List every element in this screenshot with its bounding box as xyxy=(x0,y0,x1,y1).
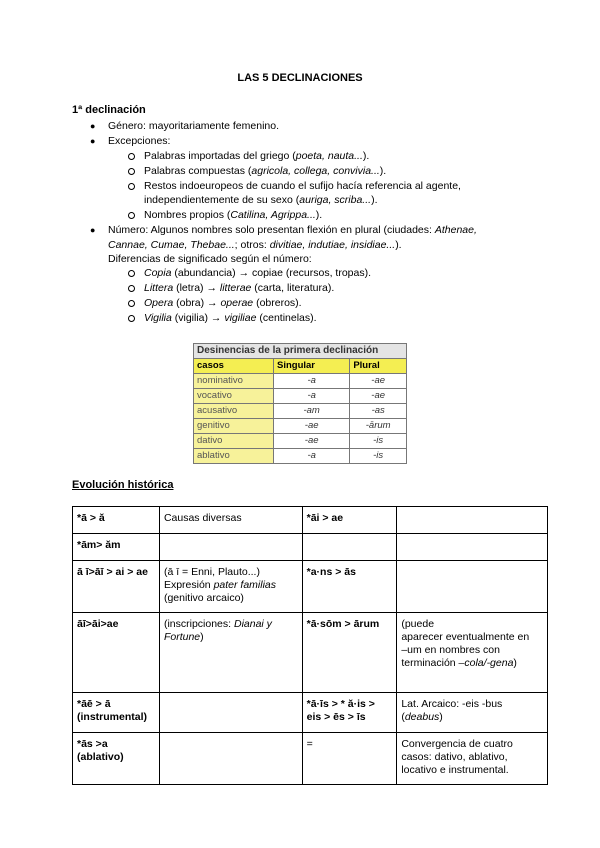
circle-bullet-icon xyxy=(128,168,135,175)
declension-table-caption: Desinencias de la primera declinación xyxy=(194,344,407,359)
cell xyxy=(302,534,397,561)
case-name: dativo xyxy=(194,434,274,449)
table-row xyxy=(73,507,548,534)
singular-ending: -a xyxy=(274,449,350,464)
cell: *ā·sōm > ārum xyxy=(302,613,397,693)
header-singular: Singular xyxy=(274,359,350,374)
plural-ending: -ārum xyxy=(350,419,407,434)
cell: Lat. Arcaico: -eis -bus (deabus) xyxy=(397,693,548,733)
numero-line: Número: Algunos nombres solo presentan flexión en plural (ciudades: Athenae, xyxy=(108,224,477,236)
cell: (puede aparecer eventualmente en –um en nombres con terminación –cola/-gena) xyxy=(397,613,548,693)
exception-item: Restos indoeuropeos de cuando el sufijo hacía referencia al agente, xyxy=(144,180,461,192)
table-row xyxy=(194,404,407,419)
cell: *ās >a (ablativo) xyxy=(73,733,160,785)
circle-bullet-icon xyxy=(128,153,135,160)
header-casos: casos xyxy=(194,359,274,374)
case-name: ablativo xyxy=(194,449,274,464)
cell xyxy=(159,534,302,561)
case-name: nominativo xyxy=(194,374,274,389)
table-row xyxy=(194,434,407,449)
plural-ending: -as xyxy=(350,404,407,419)
singular-ending: -a xyxy=(274,389,350,404)
cell: = xyxy=(302,733,397,785)
cell xyxy=(159,693,302,733)
cell xyxy=(159,733,302,785)
difference-item: Opera (obra) → operae (obreros). xyxy=(144,297,302,309)
evolution-table xyxy=(72,506,548,785)
table-row xyxy=(194,374,407,389)
cell: (ā ī = Enni, Plauto...) Expresión pater familias (genitivo arcaico) xyxy=(159,561,302,613)
table-row xyxy=(194,419,407,434)
plural-ending: -ae xyxy=(350,389,407,404)
page-title: LAS 5 DECLINACIONES xyxy=(237,72,363,84)
circle-bullet-icon xyxy=(128,183,135,190)
singular-ending: -ae xyxy=(274,419,350,434)
excepciones-line: Excepciones: xyxy=(108,135,171,147)
singular-ending: -ae xyxy=(274,434,350,449)
header-plural: Plural xyxy=(350,359,407,374)
cell xyxy=(397,561,548,613)
cell: *ām> ăm xyxy=(73,534,160,561)
numero-line-continuation: Cannae, Cumae, Thebae...; otros: divitiae, indutiae, insidiae...). xyxy=(108,239,402,251)
cell: āī>āi>ae xyxy=(73,613,160,693)
cell: *ā > ă xyxy=(73,507,160,534)
cell: (inscripciones: Dianai y Fortune) xyxy=(159,613,302,693)
table-row xyxy=(73,693,548,733)
table-row xyxy=(73,733,548,785)
plural-ending: -ae xyxy=(350,374,407,389)
cell: *āē > ā (instrumental) xyxy=(73,693,160,733)
difference-item: Copia (abundancia) → copiae (recursos, tropas). xyxy=(144,267,372,279)
case-name: acusativo xyxy=(194,404,274,419)
plural-ending: -is xyxy=(350,449,407,464)
cell: *āi > ae xyxy=(302,507,397,534)
circle-bullet-icon xyxy=(128,212,135,219)
cell xyxy=(397,534,548,561)
difference-item: Littera (letra) → litterae (carta, literatura). xyxy=(144,282,335,294)
cell xyxy=(397,507,548,534)
cell: *ā·īs > * ă·is > eis > ēs > īs xyxy=(302,693,397,733)
singular-ending: -a xyxy=(274,374,350,389)
cell: Causas diversas xyxy=(159,507,302,534)
cell: Convergencia de cuatro casos: dativo, ablativo, locativo e instrumental. xyxy=(397,733,548,785)
case-name: vocativo xyxy=(194,389,274,404)
cell: *a·ns > ās xyxy=(302,561,397,613)
declension-table xyxy=(193,343,407,464)
exception-item: Palabras importadas del griego (poeta, nauta...). xyxy=(144,150,370,162)
circle-bullet-icon xyxy=(128,285,135,292)
difference-item: Vigilia (vigilia) → vigiliae (centinelas). xyxy=(144,312,317,324)
table-row xyxy=(73,534,548,561)
exception-item-continuation: independientemente de su sexo (auriga, scriba...). xyxy=(144,194,378,206)
table-row xyxy=(73,613,548,693)
bullet-icon: ● xyxy=(90,225,96,235)
circle-bullet-icon xyxy=(128,270,135,277)
case-name: genitivo xyxy=(194,419,274,434)
table-row xyxy=(73,561,548,613)
genero-line: Género: mayoritariamente femenino. xyxy=(108,120,279,132)
exception-item: Palabras compuestas (agricola, collega, convivia...). xyxy=(144,165,387,177)
plural-ending: -is xyxy=(350,434,407,449)
table-row xyxy=(194,389,407,404)
section-heading-primera: 1ª declinación xyxy=(72,104,146,116)
diferencias-line: Diferencias de significado según el número: xyxy=(108,253,312,265)
bullet-icon: ● xyxy=(90,121,96,131)
bullet-icon: ● xyxy=(90,136,96,146)
circle-bullet-icon xyxy=(128,315,135,322)
cell: ā ī>āī > ai > ae xyxy=(73,561,160,613)
singular-ending: -am xyxy=(274,404,350,419)
table-row xyxy=(194,449,407,464)
exception-item: Nombres propios (Catilina, Agrippa...). xyxy=(144,209,323,221)
section-heading-evolucion: Evolución histórica xyxy=(72,479,174,491)
circle-bullet-icon xyxy=(128,300,135,307)
